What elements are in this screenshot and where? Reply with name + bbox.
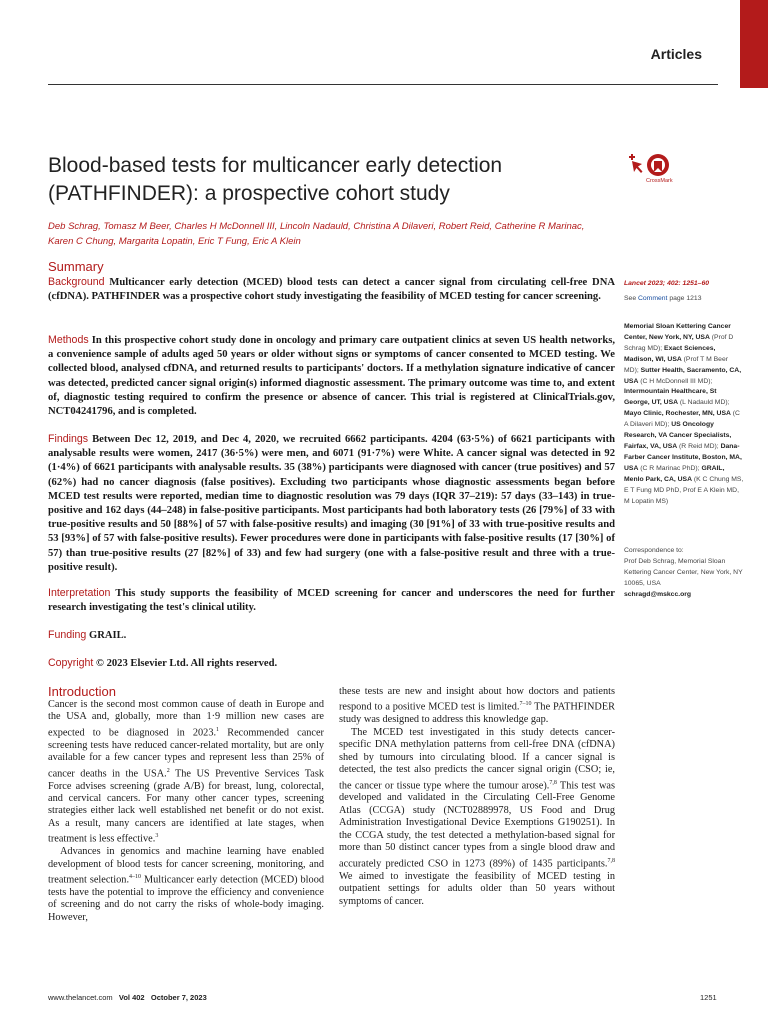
- body-column-left: [48, 699, 324, 924]
- correspondence: [624, 546, 744, 601]
- background-text: Multicancer early detection (MCED) blood tests can detect a cancer signal from circulating cell-free DNA (cfDNA). PATHFINDER was a prospective cohort study investigating the feasibility of MCED testing for cancer screening.: [48, 277, 615, 303]
- issue-date: October 7, 2023: [150, 993, 207, 1002]
- citation-note: [624, 279, 744, 290]
- affiliation: Sutter Health, Sacramento, CA, USA: [624, 366, 742, 385]
- affiliation-authors: (C A Dilaveri MD);: [624, 410, 740, 429]
- copyright-label: Copyright: [48, 657, 94, 669]
- affiliation-authors: (K C Chung MS, E T Fung MD PhD, Prof E A Klein MD, M Lopatin MS): [624, 475, 744, 505]
- methods-label: Methods: [48, 334, 89, 346]
- body-paragraph: these tests are new and insight about how doctors and patients respond to a positive MCED test is limited.$^{7-10}$ The PATHFINDER study was designed to address this knowledge gap.: [339, 686, 615, 726]
- journal-color-tab: [740, 0, 768, 88]
- correspondence-address: Prof Deb Schrag, Memorial Sloan Kettering Cancer Center, New York, NY 10065, USA: [624, 557, 743, 587]
- abstract-funding: [48, 628, 615, 643]
- crossmark-badge[interactable]: [622, 152, 678, 190]
- findings-label: Findings: [48, 433, 89, 445]
- abstract-findings: [48, 432, 615, 575]
- funding-text: GRAIL.: [88, 630, 127, 641]
- body-paragraph: Cancer is the second most common cause of death in Europe and the USA and, globally, more than 1·9 million new cases are expected to be diagnosed in 2023.$^1$ Recommended cancer screening tests have reduced cancer-related mortality, but are only available for a few cancer types and represent less than 25% of cancer deaths in the USA.$^2$ The US Preventive Services Task Force advises screening (grade A/B) for breast, lung, colorectal, and cervical cancers. For many other cancer types, screening strategies either lack well established net benefit or do not exist. As a result, many cancers are identified at late stages, when treatment is less effective.$^3$: [48, 699, 324, 845]
- crossmark-label: CrossMark: [646, 178, 673, 184]
- journal-volume: Vol 402: [118, 993, 145, 1002]
- affiliation: GRAIL, Menlo Park, CA, USA: [624, 464, 725, 483]
- page-number: 1251: [700, 993, 717, 1002]
- abstract-background: [48, 275, 615, 304]
- body-paragraph: The MCED test investigated in this study detects cancer-specific DNA methylation patterns from cell-free DNA (cfDNA) shed by tumours into circulating blood. If a cancer signal is detected, the test also predicts the cancer signal origin (CSO; ie, the cancer or tissue type where the tumour arose).$^{7,8}$ This test was developed and validated in the Circulating Cell-Free Genome Atlas (CCGA) study (NCT02889978, US Food and Drug Administration Investigational Device Exemptions G190251). In the CCGA study, the test detected a methylation-based signal for more than 50 distinct cancer types from a single blood draw and accurately predicted CSO in 1273 (89%) of 1435 participants.$^{7,8}$ We aimed to investigate the feasibility of MCED testing in outpatient settings for adults older than 50 years without symptoms of cancer.: [339, 726, 616, 907]
- page-footer-left: [48, 993, 207, 1002]
- affiliation-authors: (R Reid MD);: [679, 442, 719, 450]
- introduction-heading: Introduction: [48, 684, 116, 699]
- findings-text: Between Dec 12, 2019, and Dec 4, 2020, we recruited 6662 participants. 4204 (63·5%) of 6621 participants with analysable results were women, 2417 (36·5%) were men, and 6071 (91·7%) were White. A cancer signal was detected in 92 (1·4%) of 6621 participants with analysable results. 35 (38%) participants were diagnosed with cancer (true positives) and 57 (62%) had no cancer diagnosis (false positives). Excluding two participants whose diagnostic assessments began before MCED test results were reported, median time to diagnostic resolution was 79 days (IQR 37–219): 57 days (33–143) in true-positive and 162 days (44–248) in false-positive participants. Most participants had both laboratory tests (26 [79%] of 33 with true-positive results and 50 [88%] of 57 with false-positive results) and imaging (30 [91%] of 33 with true-positive results and 53 [93%] of 57 with false-positive results). Fewer procedures were done in participants with false-positive results (17 [30%] of 57) than true-positive results (27 [82%] of 33) and few had surgery (one with a false-positive result and three with a true-positive result).: [48, 434, 615, 573]
- affiliation-authors: (L Nadauld MD);: [679, 399, 730, 407]
- affiliation: Intermountain Healthcare, St George, UT, USA: [624, 388, 717, 407]
- funding-label: Funding: [48, 629, 87, 641]
- abstract-methods: [48, 333, 615, 419]
- affiliation: Mayo Clinic, Rochester, MN, USA: [624, 410, 731, 418]
- affiliation-authors: (Prof D Schrag MD);: [624, 333, 734, 352]
- header-rule: [48, 84, 718, 85]
- affiliation-authors: (Prof T M Beer MD);: [624, 355, 728, 374]
- body-paragraph: Advances in genomics and machine learning have enabled development of blood tests for cancer screening, monitoring, and treatment selection.$^{4-10}$ Multicancer early detection (MCED) blood tests have the potential to improve the efficiency and convenience of screening and do not carry the risks of whole-body imaging. However,: [48, 846, 324, 923]
- body-column-right: [339, 686, 615, 908]
- interpretation-text: This study supports the feasibility of MCED screening for cancer and underscores the need for further research investigating the test's clinical utility.: [48, 588, 615, 614]
- affiliation: Memorial Sloan Kettering Cancer Center, New York, NY, USA: [624, 323, 731, 341]
- summary-heading: Summary: [48, 259, 104, 274]
- correspondence-label: Correspondence to:: [624, 547, 684, 554]
- journal-site[interactable]: www.thelancet.com: [48, 993, 113, 1002]
- citation: Lancet 2023; 402: 1251–60: [624, 280, 710, 287]
- comment-link[interactable]: Comment: [637, 295, 668, 302]
- affiliation: US Oncology Research, VA Cancer Specialists, Fairfax, VA, USA: [624, 421, 732, 450]
- see-comment-note: [624, 294, 744, 305]
- affiliation-authors: (C H McDonnell III MD);: [640, 377, 713, 385]
- article-title: Blood-based tests for multicancer early detection (PATHFINDER): a prospective cohort study: [48, 154, 503, 205]
- affiliation: Exact Sciences, Madison, WI, USA: [624, 344, 716, 363]
- section-label: Articles: [650, 46, 702, 62]
- abstract-copyright: [48, 656, 615, 671]
- copyright-text: © 2023 Elsevier Ltd. All rights reserved.: [96, 658, 278, 669]
- affiliation-authors: (C R Marinac PhD);: [640, 464, 700, 472]
- affiliation: Dana-Farber Cancer Institute, Boston, MA, USA: [624, 442, 742, 472]
- methods-text: In this prospective cohort study done in oncology and primary care outpatient clinics at seven US health networks, a convenience sample of adults aged 50 years or older without signs or symptoms of cancer consented to MCED testing. We collected blood, analysed cfDNA, and returned results to participants' doctors. If a methylation signature indicative of cancer was detected, predicted cancer signal origin(s) informed diagnostic assessment. The primary outcome was time to, and extent of, diagnostic testing required to confirm the presence or absence of cancer. This trial is registered at ClinicalTrials.gov, NCT04241796, and is completed.: [48, 335, 615, 418]
- background-label: Background: [48, 276, 105, 288]
- crossmark-icon: [622, 152, 678, 190]
- see-prefix: See: [624, 295, 637, 302]
- abstract-interpretation: [48, 586, 615, 615]
- interpretation-label: Interpretation: [48, 587, 111, 599]
- correspondence-email[interactable]: schragd@mskcc.org: [624, 590, 692, 598]
- see-suffix: page 1213: [669, 295, 702, 302]
- author-list: Deb Schrag, Tomasz M Beer, Charles H McDonnell III, Lincoln Nadauld, Christina A Dilaveri, Robert Reid, Catherine R Marinac, Karen C Chung, Margarita Lopatin, Eric T Fung, Eric A Klein: [48, 221, 585, 247]
- affiliations: [624, 322, 744, 507]
